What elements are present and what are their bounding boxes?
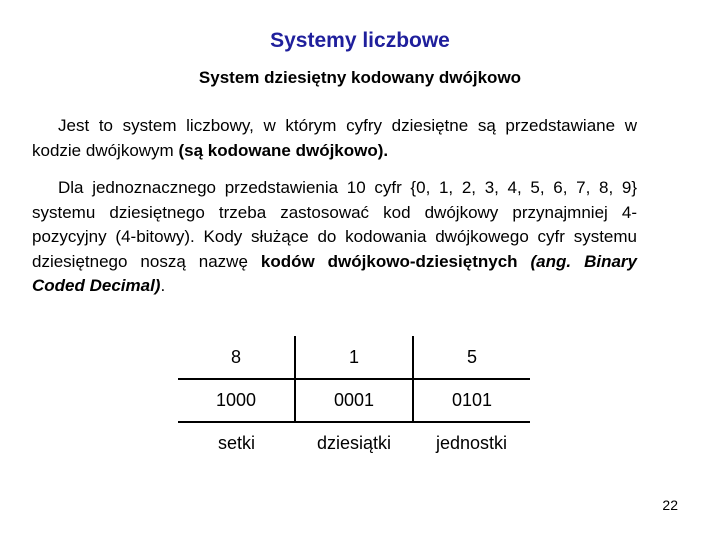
paragraph-bcd-explanation xyxy=(32,176,637,299)
slide-subtitle: System dziesiętny kodowany dwójkowo xyxy=(198,68,522,87)
bcd-term: kodów dwójkowo-dziesiętnych xyxy=(260,251,531,271)
table-cell: 0001 xyxy=(295,379,413,422)
table-cell: 1 xyxy=(295,336,413,379)
table-cell: setki xyxy=(217,433,255,453)
table-cell: 5 xyxy=(413,336,530,379)
paragraph-definition xyxy=(32,114,637,163)
table-cell: 1000 xyxy=(178,379,295,422)
bcd-example-table xyxy=(178,336,530,464)
definition-text: Jest to system liczbowy, w którym cyfry dziesiętne są przedstawiane w kodzie dwójkowym xyxy=(32,116,637,160)
table-row-binary xyxy=(178,379,530,422)
table-cell: dziesiątki xyxy=(316,433,392,453)
table-row-positions xyxy=(178,422,530,464)
table-cell: 0101 xyxy=(413,379,530,422)
bcd-english-term: (ang. Binary Coded Decimal) xyxy=(32,251,637,295)
page-number: 22 xyxy=(662,497,678,513)
slide-title: Systemy liczbowe xyxy=(270,29,450,52)
table-cell: 8 xyxy=(178,336,295,379)
explanation-end: . xyxy=(160,276,166,295)
explanation-text: Dla jednoznacznego przedstawienia 10 cyfr {0, 1, 2, 3, 4, 5, 6, 7, 8, 9} systemu dziesiętnego trzeba zastosować kod dwójkowy przynajmniej 4-pozycyjny (4-bitowy). Kody służące do kodowania dwójkowego cyfr systemu dziesiętnego noszą nazwę xyxy=(32,178,637,271)
table-row-digits xyxy=(178,336,530,379)
table-cell: jednostki xyxy=(435,433,508,453)
definition-bold-text: (są kodowane dwójkowo). xyxy=(178,140,389,160)
